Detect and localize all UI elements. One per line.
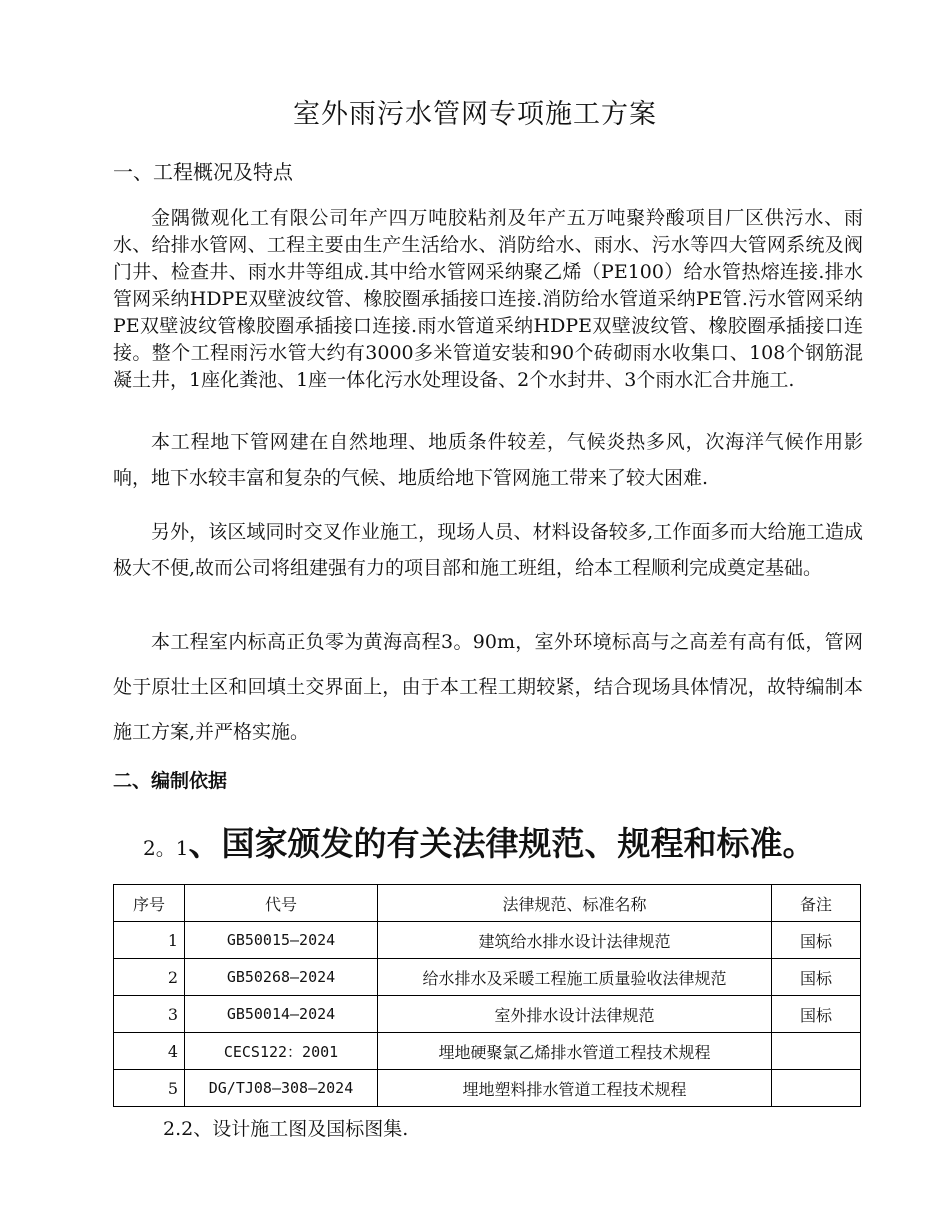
document-title: 室外雨污水管网专项施工方案	[293, 99, 657, 130]
standards-table	[113, 884, 861, 1107]
row-no: 1	[114, 922, 185, 959]
header-code: 代号	[185, 885, 378, 922]
row-note: 国标	[772, 922, 861, 959]
row-no: 5	[114, 1070, 185, 1107]
header-name: 法律规范、标准名称	[378, 885, 772, 922]
row-note	[772, 1070, 861, 1107]
row-code: GB50268—2024	[185, 959, 378, 996]
row-name: 建筑给水排水设计法律规范	[378, 922, 772, 959]
table-row	[114, 1033, 861, 1070]
paragraph-geology: 本工程地下管网建在自然地理、地质条件较差，气候炎热多风，次海洋气候作用影响，地下水较丰富和复杂的气候、地质给地下管网施工带来了较大困难.	[113, 431, 863, 489]
row-name: 埋地塑料排水管道工程技术规程	[378, 1070, 772, 1107]
subsection-heading-standards	[143, 818, 815, 865]
section-heading-overview: 一、工程概况及特点	[113, 160, 293, 184]
paragraph-site-conditions: 另外，该区域同时交叉作业施工，现场人员、材料设备较多,工作面多而大给施工造成极大不便,故而公司将组建强有力的项目部和施工班组，给本工程顺利完成奠定基础。	[113, 521, 863, 579]
header-note: 备注	[772, 885, 861, 922]
section-heading-basis: 二、编制依据	[113, 770, 228, 792]
row-name: 给水排水及采暖工程施工质量验收法律规范	[378, 959, 772, 996]
table-row	[114, 1070, 861, 1107]
subsection-title: 、国家颁发的有关法律规范、规程和标准。	[188, 824, 816, 863]
table-row	[114, 996, 861, 1033]
row-name: 埋地硬聚氯乙烯排水管道工程技术规程	[378, 1033, 772, 1070]
row-code: GB50015—2024	[185, 922, 378, 959]
table-row	[114, 922, 861, 959]
paragraph-project-overview: 金隅微观化工有限公司年产四万吨胶粘剂及年产五万吨聚羚酸项目厂区供污水、雨水、给排水管网、工程主要由生产生活给水、消防给水、雨水、污水等四大管网系统及阀门井、检查井、雨水井等组成.其中给水管网采纳聚乙烯（PE100）给水管热熔连接.排水管网采纳HDPE双壁波纹管、橡胶圈承插接口连接.消防给水管道采纳PE管.污水管网采纳PE双壁波纹管橡胶圈承插接口连接.雨水管道采纳HDPE双壁波纹管、橡胶圈承插接口连接。整个工程雨污水管大约有3000多米管道安装和90个砖砌雨水收集口、108个钢筋混凝土井，1座化粪池、1座一体化污水处理设备、2个水封井、3个雨水汇合井施工.	[113, 207, 863, 391]
row-name: 室外排水设计法律规范	[378, 996, 772, 1033]
subsection-drawings: 2.2、设计施工图及国标图集.	[163, 1118, 409, 1140]
header-no: 序号	[114, 885, 185, 922]
row-code: GB50014—2024	[185, 996, 378, 1033]
row-no: 4	[114, 1033, 185, 1070]
row-code: CECS122：2001	[185, 1033, 378, 1070]
paragraph-elevation: 本工程室内标高正负零为黄海高程3。90m，室外环境标高与之高差有高有低，管网处于原壮土区和回填土交界面上，由于本工程工期较紧，结合现场具体情况，故特编制本施工方案,并严格实施。	[113, 631, 863, 743]
row-code: DG/TJ08—308—2024	[185, 1070, 378, 1107]
table-header-row	[114, 885, 861, 922]
subsection-number: 2。1	[143, 836, 189, 860]
row-note: 国标	[772, 996, 861, 1033]
row-no: 3	[114, 996, 185, 1033]
table-row	[114, 959, 861, 996]
row-no: 2	[114, 959, 185, 996]
row-note: 国标	[772, 959, 861, 996]
row-note	[772, 1033, 861, 1070]
